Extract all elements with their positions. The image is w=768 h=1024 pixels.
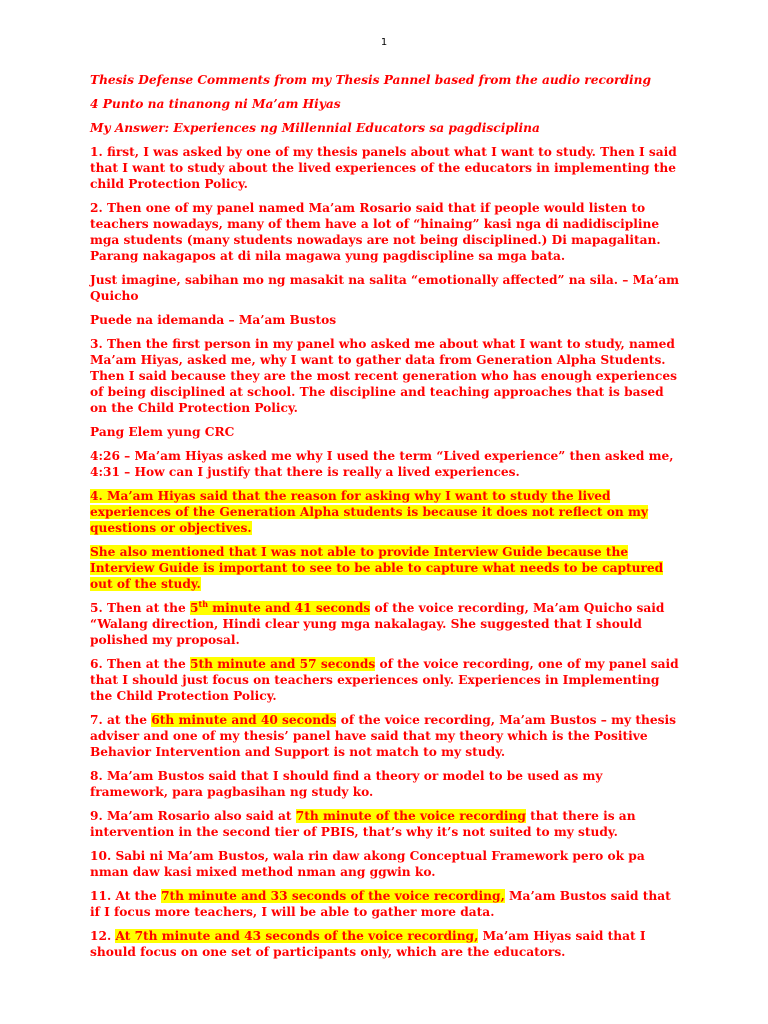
- text-before: 9. Ma’am Rosario also said at: [90, 809, 296, 823]
- highlight: 7th minute of the voice recording: [295, 809, 526, 823]
- text-before: 12.: [90, 929, 116, 943]
- text-before: 5. Then at the: [90, 601, 191, 615]
- page-number: 1: [380, 37, 388, 48]
- text-after: of the voice recording, Ma’am Bustos – my thesis adviser and one of my thesis’ panel have said that my theory which is the Positive Behavior Intervention and Support is not match to my study.: [90, 713, 676, 759]
- text-after: of the voice recording, one of my panel said that I should just focus on teachers experiences only. Experiences in Implementing the Child Protection Policy.: [90, 657, 679, 703]
- paragraph-2: 2. Then one of my panel named Ma’am Rosario said that if people would listen to teachers nowadays, many of them have a lot of “hinaing” kasi nga di nadidiscipline mga students (many students nowadays are not being disciplined.) Di mapagalitan. Parang nakagapos at di nila magawa yung pagdiscipline sa mga bata.: [90, 201, 661, 263]
- comment-bustos: Puede na idemanda – Ma’am Bustos: [90, 313, 337, 327]
- text-after: that there is an intervention in the second tier of PBIS, that’s why it’s not suited to my study.: [90, 809, 636, 839]
- highlight: 4. Ma’am Hiyas said that the reason for asking why I want to study the lived experiences of the Generation Alpha students is because it does not reflect on my questions or objectives.: [90, 489, 648, 535]
- highlight-rest: minute and 41 seconds: [208, 601, 371, 615]
- highlight: 7th minute and 33 seconds of the voice recording,: [161, 889, 505, 903]
- paragraph-12: [90, 928, 682, 960]
- comment-quicho: Just imagine, sabihan mo ng masakit na salita “emotionally affected” na sila. – Ma’am Quicho: [90, 273, 680, 303]
- text-before: 7. at the: [90, 713, 152, 727]
- paragraph-8: 8. Ma’am Bustos said that I should find a theory or model to be used as my framework, para pagbasihan ng study ko.: [90, 769, 603, 799]
- text-before: 11. At the: [90, 889, 162, 903]
- superscript: th: [198, 598, 209, 609]
- document-body: [90, 72, 682, 968]
- paragraph-7: [90, 712, 682, 760]
- highlight: 5th minute and 57 seconds: [190, 657, 376, 671]
- highlight: At 7th minute and 43 seconds of the voice recording,: [115, 929, 479, 943]
- paragraph-10: 10. Sabi ni Ma’am Bustos, wala rin daw akong Conceptual Framework pero ok pa nman daw kasi mixed method nman ang ggwin ko.: [90, 849, 645, 879]
- paragraph-3: 3. Then the first person in my panel who asked me about what I want to study, named Ma’am Hiyas, asked me, why I want to gather data from Generation Alpha Students. Then I said because they are the most recent generation who has enough experiences of being disciplined at school. The discipline and teaching approaches that is based on the Child Protection Policy.: [90, 337, 677, 415]
- document-title: Thesis Defense Comments from my Thesis Pannel based from the audio recording: [90, 73, 651, 87]
- text-before: 6. Then at the: [90, 657, 191, 671]
- document-subtitle: 4 Punto na tinanong ni Ma’am Hiyas: [90, 97, 341, 111]
- interview-guide-comment: [90, 544, 682, 592]
- paragraph-4: [90, 488, 682, 536]
- highlight: 6th minute and 40 seconds: [151, 713, 337, 727]
- answer-heading: My Answer: Experiences ng Millennial Educators sa pagdisciplina: [90, 121, 540, 135]
- text-after: Ma’am Bustos said that if I focus more teachers, I will be able to gather more data.: [90, 889, 671, 919]
- paragraph-6: [90, 656, 682, 704]
- paragraph-1: 1. first, I was asked by one of my thesis panels about what I want to study. Then I said that I want to study about the lived experiences of the educators in implementing the child Protection Policy.: [90, 145, 677, 191]
- comment-crc: Pang Elem yung CRC: [90, 425, 235, 439]
- highlight: [190, 598, 371, 615]
- paragraph-5: [90, 600, 682, 648]
- highlight-number: 5: [190, 601, 199, 615]
- paragraph-9: [90, 808, 682, 840]
- highlight: She also mentioned that I was not able to provide Interview Guide because the Interview Guide is important to see to be able to capture what needs to be captured out of the study.: [90, 545, 664, 591]
- text-after: of the voice recording, Ma’am Quicho said “Walang direction, Hindi clear yung mga nakalagay. She suggested that I should polished my proposal.: [90, 601, 665, 647]
- timestamp-comment: 4:26 – Ma’am Hiyas asked me why I used the term “Lived experience” then asked me, 4:31 – How can I justify that there is really a lived experiences.: [90, 449, 674, 479]
- text-after: Ma’am Hiyas said that I should focus on one set of participants only, which are the educators.: [90, 929, 646, 959]
- paragraph-11: [90, 888, 682, 920]
